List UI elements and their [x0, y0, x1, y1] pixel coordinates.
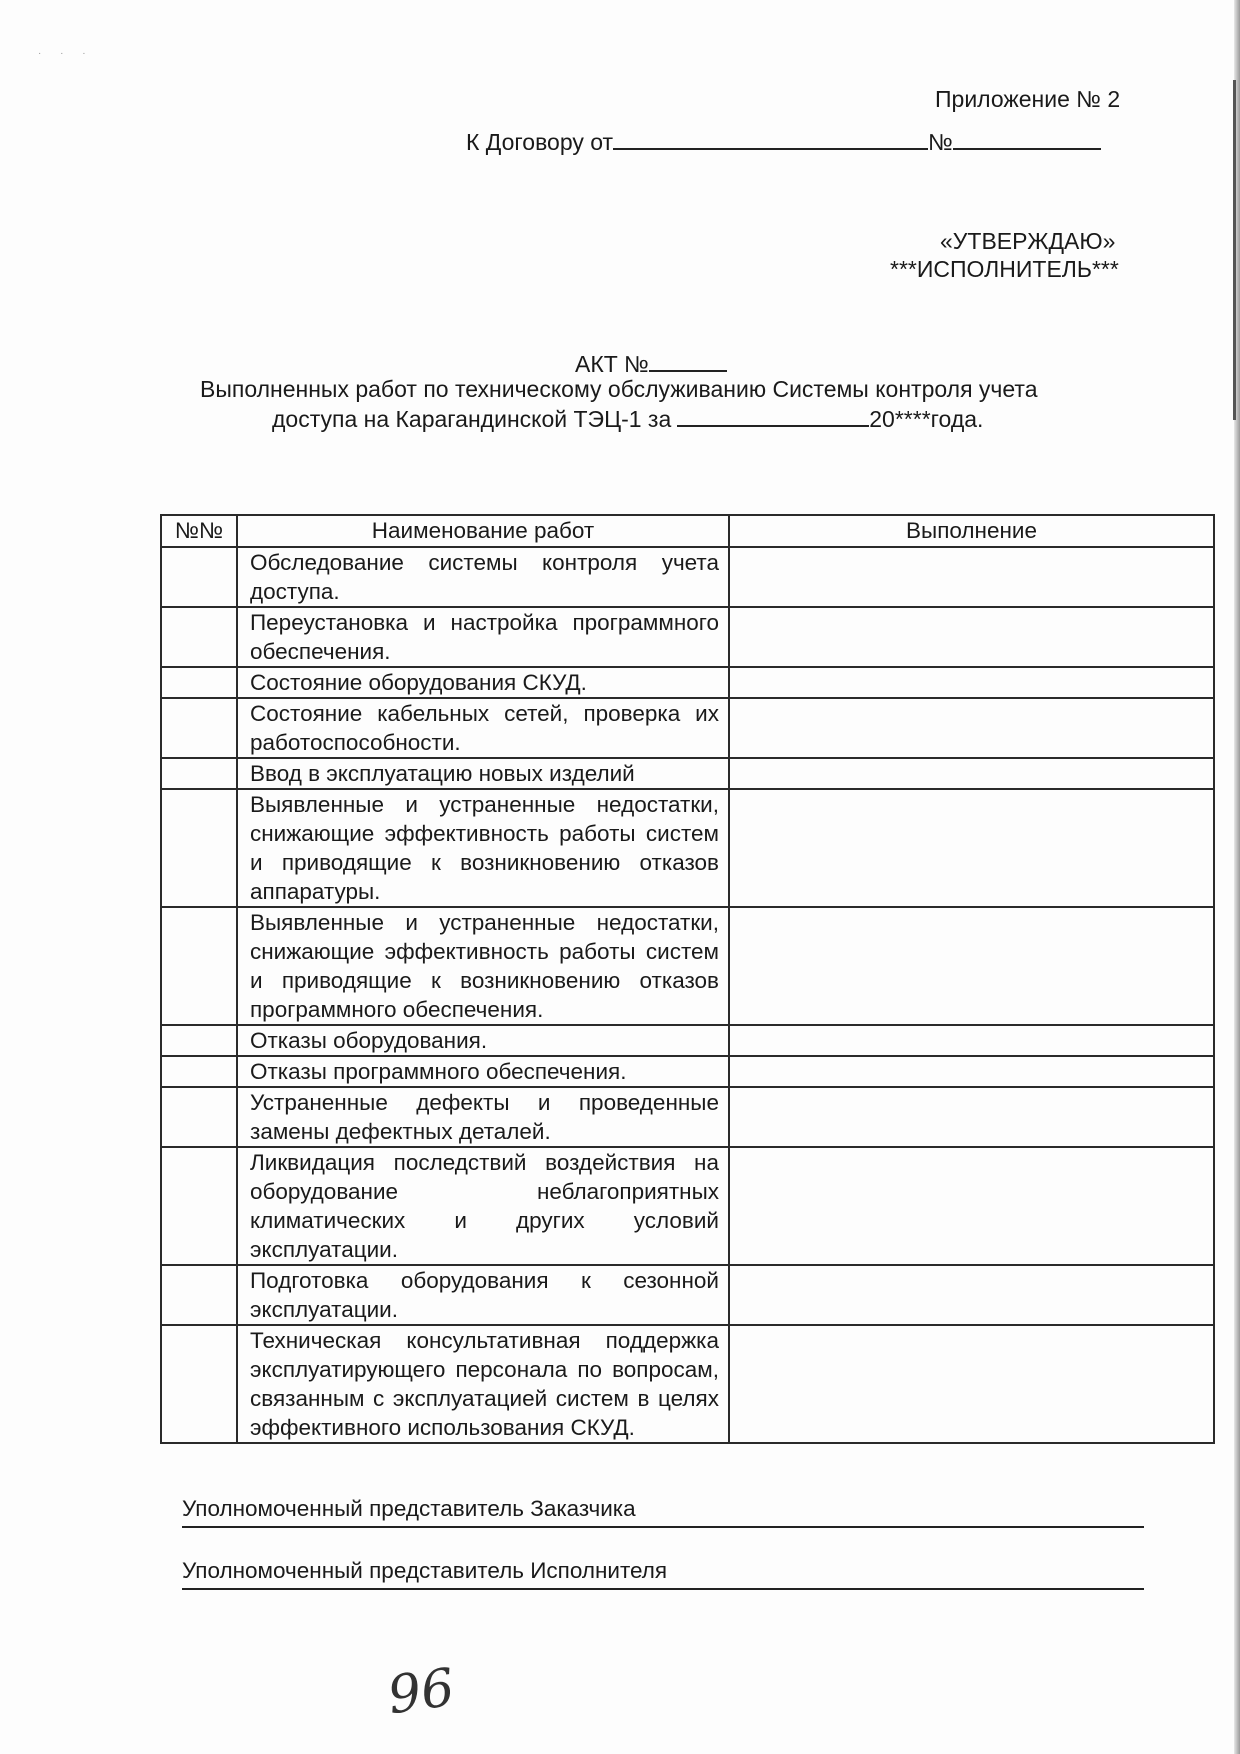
- contract-reference: [466, 126, 1101, 156]
- contract-number-blank[interactable]: [953, 126, 1101, 150]
- table-row: [161, 1087, 1214, 1147]
- row-number-cell: [161, 547, 237, 607]
- row-number-cell: [161, 1025, 237, 1056]
- completion-cell[interactable]: [729, 907, 1214, 1025]
- act-subtitle-line1: Выполненных работ по техническому обслуживанию Системы контроля учета: [200, 376, 1038, 402]
- work-name-cell: Переустановка и настройка программного обеспечения.: [237, 607, 729, 667]
- table-row: [161, 698, 1214, 758]
- row-number-cell: [161, 758, 237, 789]
- contract-date-blank[interactable]: [613, 126, 928, 150]
- row-number-cell: [161, 698, 237, 758]
- work-name-cell: Выявленные и устраненные недостатки, снижающие эффективность работы систем и приводящие к возникновению отказов программного обеспечения.: [237, 907, 729, 1025]
- table-row: [161, 607, 1214, 667]
- period-blank[interactable]: [677, 403, 869, 427]
- row-number-cell: [161, 607, 237, 667]
- table-header-row: [161, 515, 1214, 547]
- work-name-cell: Отказы оборудования.: [237, 1025, 729, 1056]
- completion-cell[interactable]: [729, 1025, 1214, 1056]
- table-row: [161, 667, 1214, 698]
- completion-cell[interactable]: [729, 1147, 1214, 1265]
- act-subtitle-line2: [272, 403, 983, 433]
- completion-cell[interactable]: [729, 667, 1214, 698]
- completion-cell[interactable]: [729, 1325, 1214, 1443]
- row-number-cell: [161, 1056, 237, 1087]
- contract-prefix: К Договору от: [466, 129, 614, 155]
- completion-cell[interactable]: [729, 607, 1214, 667]
- act-subtitle-prefix: доступа на Карагандинской ТЭЦ-1 за: [272, 406, 672, 432]
- work-name-cell: Ликвидация последствий воздействия на оборудование неблагоприятных климатических и других условий эксплуатации.: [237, 1147, 729, 1265]
- work-name-cell: Обследование системы контроля учета доступа.: [237, 547, 729, 607]
- works-table: [160, 514, 1215, 1444]
- contract-number-label: №: [928, 129, 953, 155]
- work-name-cell: Техническая консультативная поддержка эксплуатирующего персонала по вопросам, связанным с эксплуатацией систем в целях эффективного использования СКУД.: [237, 1325, 729, 1443]
- act-title-text: АКТ №: [575, 351, 649, 377]
- completion-cell[interactable]: [729, 758, 1214, 789]
- handwritten-page-number: 96: [384, 1657, 459, 1727]
- completion-cell[interactable]: [729, 1087, 1214, 1147]
- completion-cell[interactable]: [729, 1265, 1214, 1325]
- table-row: [161, 547, 1214, 607]
- completion-cell[interactable]: [729, 547, 1214, 607]
- table-row: [161, 1056, 1214, 1087]
- row-number-cell: [161, 1147, 237, 1265]
- act-subtitle-suffix: 20****года.: [869, 406, 984, 432]
- header-number: №№: [161, 515, 237, 547]
- appendix-label: Приложение № 2: [935, 86, 1121, 112]
- work-name-cell: Устраненные дефекты и проведенные замены дефектных деталей.: [237, 1087, 729, 1147]
- work-name-cell: Ввод в эксплуатацию новых изделий: [237, 758, 729, 789]
- act-number-blank[interactable]: [649, 348, 727, 372]
- completion-cell[interactable]: [729, 1056, 1214, 1087]
- table-row: [161, 907, 1214, 1025]
- work-name-cell: Выявленные и устраненные недостатки, снижающие эффективность работы систем и приводящие к возникновению отказов аппаратуры.: [237, 789, 729, 907]
- table-row: [161, 1265, 1214, 1325]
- header-work-name: Наименование работ: [237, 515, 729, 547]
- act-title: [575, 348, 727, 378]
- work-name-cell: Состояние оборудования СКУД.: [237, 667, 729, 698]
- approve-label: «УТВЕРЖДАЮ»: [940, 228, 1116, 254]
- row-number-cell: [161, 667, 237, 698]
- table-row: [161, 1147, 1214, 1265]
- executor-signature-line[interactable]: Уполномоченный представитель Исполнителя: [182, 1558, 1144, 1590]
- scan-dots: · · ·: [38, 48, 94, 59]
- table-row: [161, 1025, 1214, 1056]
- row-number-cell: [161, 1265, 237, 1325]
- table-row: [161, 758, 1214, 789]
- work-name-cell: Отказы программного обеспечения.: [237, 1056, 729, 1087]
- work-name-cell: Подготовка оборудования к сезонной эксплуатации.: [237, 1265, 729, 1325]
- completion-cell[interactable]: [729, 789, 1214, 907]
- row-number-cell: [161, 1325, 237, 1443]
- row-number-cell: [161, 789, 237, 907]
- executor-label: ***ИСПОЛНИТЕЛЬ***: [890, 256, 1119, 282]
- header-completion: Выполнение: [729, 515, 1214, 547]
- row-number-cell: [161, 1087, 237, 1147]
- table-row: [161, 789, 1214, 907]
- table-row: [161, 1325, 1214, 1443]
- customer-signature-line[interactable]: Уполномоченный представитель Заказчика: [182, 1496, 1144, 1528]
- scan-mark: [1233, 80, 1236, 420]
- row-number-cell: [161, 907, 237, 1025]
- work-name-cell: Состояние кабельных сетей, проверка их работоспособности.: [237, 698, 729, 758]
- completion-cell[interactable]: [729, 698, 1214, 758]
